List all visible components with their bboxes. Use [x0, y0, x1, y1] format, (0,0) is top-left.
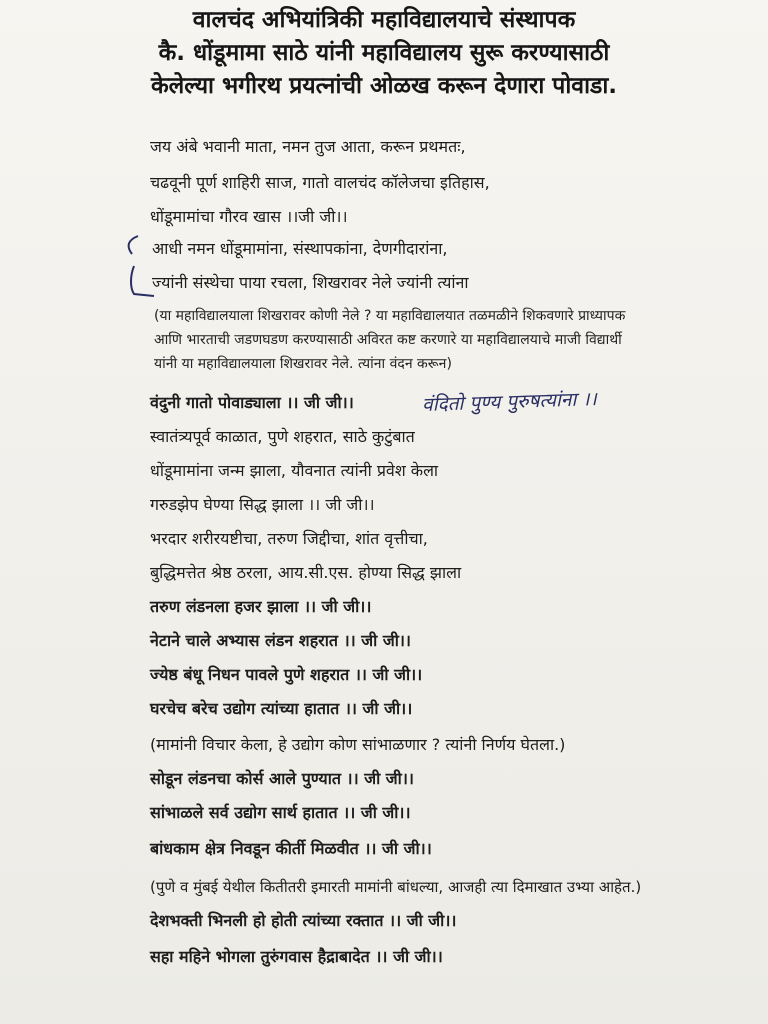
poem-line: देशभक्ती भिनली हो होती त्यांच्या रक्तात ।। जी जी।। — [150, 911, 457, 930]
poem-line: ज्येष्ठ बंधू निधन पावले पुणे शहरात ।। जी जी।। — [150, 665, 423, 684]
poem-line: स्वातंत्र्यपूर्व काळात, पुणे शहरात, साठे कुटुंबात — [150, 427, 415, 446]
poem-line: धोंडूमामांना जन्म झाला, यौवनात त्यांनी प्रवेश केला — [150, 461, 439, 480]
note-line: (या महाविद्यालयाला शिखरावर कोणी नेले ? या महाविद्यालयात तळमळीने शिकवणारे प्राध्यापक — [154, 308, 626, 324]
poem-line: नेटाने चाले अभ्यास लंडन शहरात ।। जी जी।। — [150, 631, 411, 650]
note-line: यांनी या महाविद्यालयाला शिखरावर नेले. त्यांना वंदन करून) — [154, 356, 452, 372]
note-line: (पुणे व मुंबई येथील कितीतरी इमारती मामांनी बांधल्या, आजही त्या दिमाखात उभ्या आहेत.) — [150, 878, 642, 896]
poem-line: बांधकाम क्षेत्र निवडून कीर्ती मिळवीत ।। जी जी।। — [150, 839, 432, 858]
heading-line-3: केलेल्या भगीरथ प्रयत्नांची ओळख करून देणारा पोवाडा. — [150, 73, 618, 99]
heading-line-1: वालचंद अभियांत्रिकी महाविद्यालयाचे संस्थापक — [192, 7, 576, 33]
poem-line: जय अंबे भवानी माता, नमन तुज आता, करून प्रथमतः, — [150, 137, 466, 156]
poem-line: ज्यांनी संस्थेचा पाया रचला, शिखरावर नेले ज्यांनी त्यांना — [152, 273, 469, 292]
poem-line: चढवूनी पूर्ण शाहिरी साज, गातो वालचंद कॉलेजचा इतिहास, — [150, 173, 490, 192]
poem-line: वंदुनी गातो पोवाड्याला ।। जी जी।। — [150, 393, 354, 412]
poem-line: सांभाळले सर्व उद्योग सार्थ हातात ।। जी जी।। — [150, 803, 411, 822]
poem-line: भरदार शरीरयष्टीचा, तरुण जिद्दीचा, शांत वृत्तीचा, — [150, 529, 428, 548]
poem-line: आधी नमन धोंडूमामांना, संस्थापकांना, देणगीदारांना, — [152, 239, 448, 258]
handwritten-annotation: वंदितो पुण्य पुरुषत्यांना ।। — [421, 387, 598, 417]
note-line: आणि भारताची जडणघडण करण्यासाठी अविरत कष्ट करणारे या महाविद्यालयाचे माजी विद्यार्थी — [154, 332, 622, 348]
poem-line: बुद्धिमत्तेत श्रेष्ठ ठरला, आय.सी.एस. होण्या सिद्ध झाला — [150, 563, 462, 582]
poem-line: गरुडझेप घेण्या सिद्ध झाला ।। जी जी।। — [150, 495, 375, 514]
poem-line: घरचेच बरेच उद्योग त्यांच्या हातात ।। जी जी।। — [150, 699, 413, 718]
heading-line-2: कै. धोंडूमामा साठे यांनी महाविद्यालय सुरू करण्यासाठी — [158, 40, 610, 66]
poem-line: सहा महिने भोगला तुरुंगवास हैद्राबादेत ।। जी जी।। — [150, 947, 443, 966]
note-line: (मामांनी विचार केला, हे उद्योग कोण सांभाळणार ? त्यांनी निर्णय घेतला.) — [150, 735, 566, 754]
poem-line: तरुण लंडनला हजर झाला ।। जी जी।। — [150, 597, 372, 616]
poem-line: धोंडूमामांचा गौरव खास ।।जी जी।। — [150, 207, 348, 226]
poem-line: सोडून लंडनचा कोर्स आले पुण्यात ।। जी जी।। — [150, 769, 414, 788]
